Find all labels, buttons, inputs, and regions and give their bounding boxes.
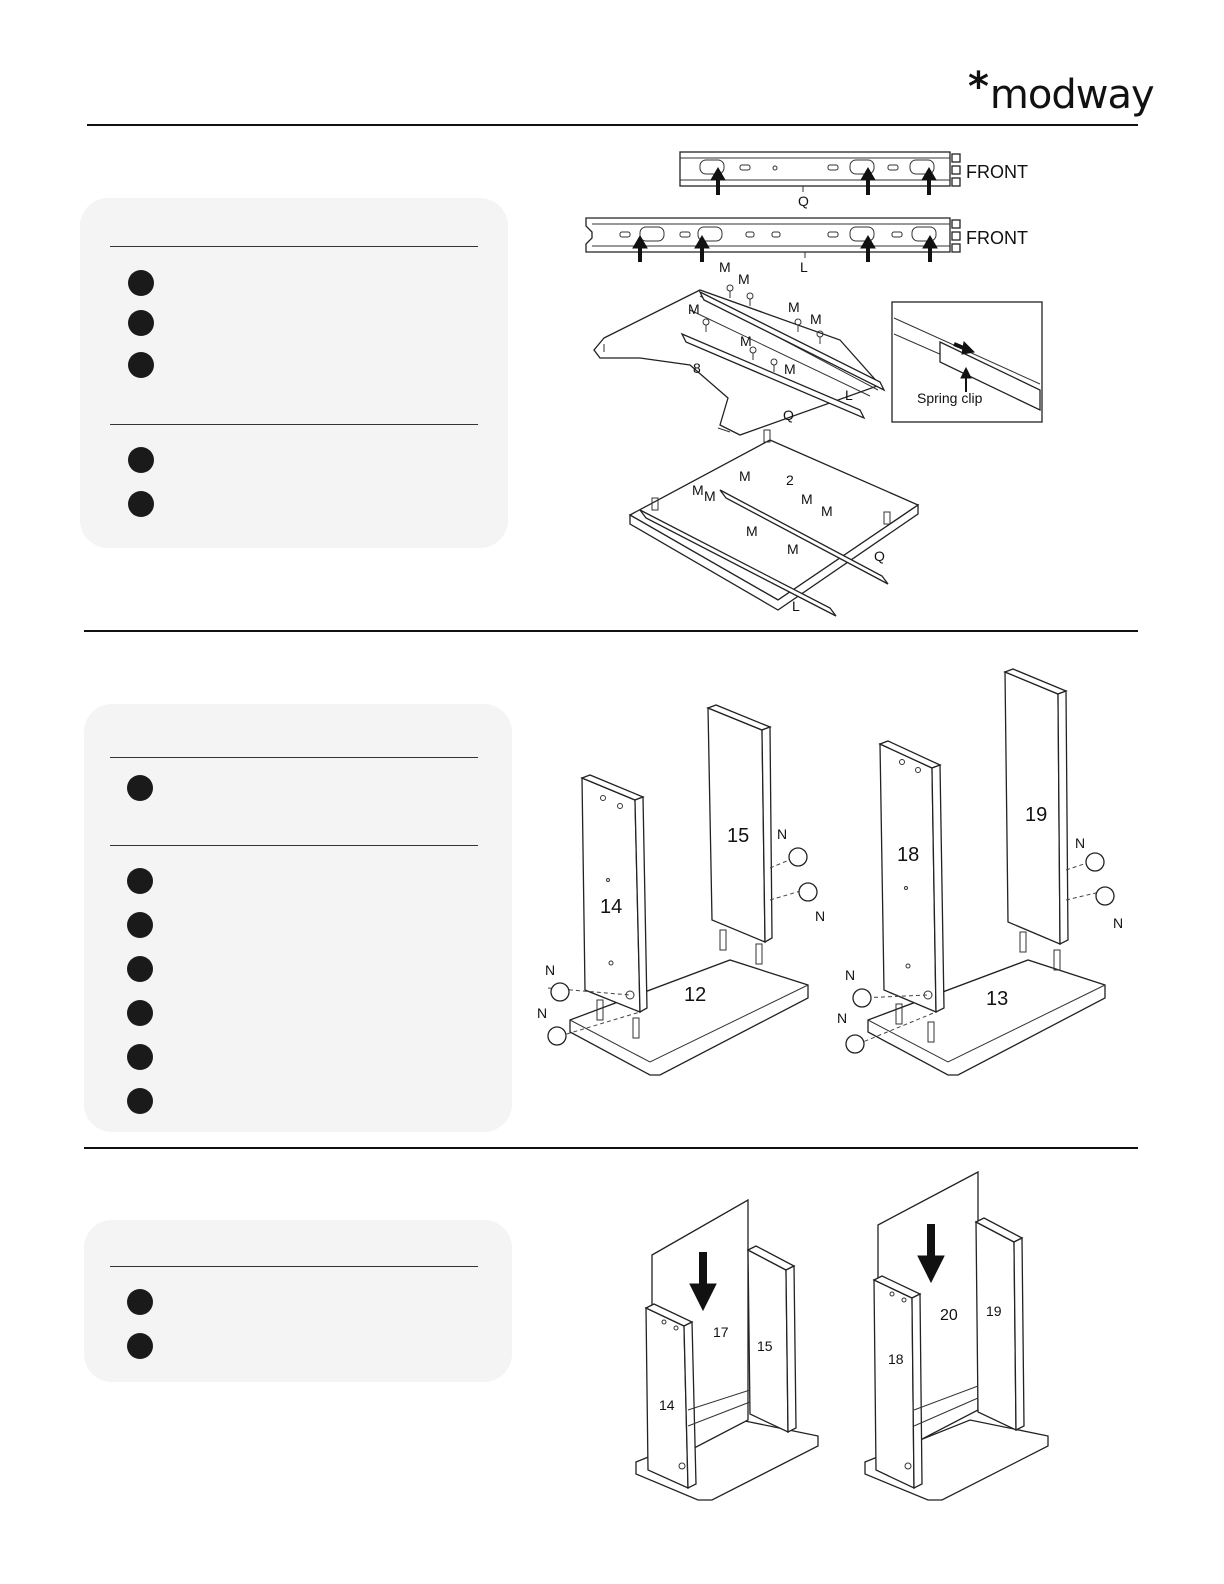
svg-text:N: N bbox=[545, 962, 556, 978]
panel2-l-label: L bbox=[792, 598, 800, 614]
part-15-label: 15 bbox=[727, 825, 750, 847]
svg-text:N: N bbox=[1075, 835, 1086, 851]
svg-text:N: N bbox=[815, 908, 826, 924]
svg-text:M: M bbox=[704, 488, 716, 504]
part-14-label: 14 bbox=[600, 896, 623, 918]
svg-text:M: M bbox=[739, 468, 751, 484]
svg-text:N: N bbox=[777, 826, 788, 842]
svg-text:N: N bbox=[537, 1005, 548, 1021]
svg-text:M: M bbox=[746, 523, 758, 539]
front-label-top: FRONT bbox=[966, 162, 1028, 182]
svg-text:M: M bbox=[740, 333, 752, 349]
part-13-label: 13 bbox=[986, 988, 1009, 1010]
logo-text: modway bbox=[989, 72, 1154, 118]
svg-text:M: M bbox=[738, 271, 750, 287]
front-label-bottom: FRONT bbox=[966, 228, 1028, 248]
svg-text:M: M bbox=[784, 361, 796, 377]
left-back-panel-assembly bbox=[636, 1200, 818, 1500]
svg-text:M: M bbox=[821, 503, 833, 519]
panel8-q-label: Q bbox=[783, 407, 794, 423]
part-17-label: 17 bbox=[713, 1324, 729, 1340]
screw-m-label: M bbox=[719, 259, 731, 275]
part-19-label-s3: 19 bbox=[986, 1303, 1002, 1319]
part-2-label: 2 bbox=[786, 472, 794, 488]
part-12-label: 12 bbox=[684, 984, 707, 1006]
spring-clip-label: Spring clip bbox=[917, 390, 983, 406]
panel8-l-label: L bbox=[845, 387, 853, 403]
part-15-label-s3: 15 bbox=[757, 1338, 773, 1354]
svg-text:M: M bbox=[801, 491, 813, 507]
right-back-panel-assembly bbox=[865, 1172, 1048, 1500]
asterisk-icon: * bbox=[968, 64, 988, 110]
svg-text:N: N bbox=[1113, 915, 1124, 931]
svg-text:N: N bbox=[837, 1010, 848, 1026]
part-18-label: 18 bbox=[897, 844, 920, 866]
panel2-q-label: Q bbox=[874, 548, 885, 564]
part-14-label-s3: 14 bbox=[659, 1397, 675, 1413]
svg-text:M: M bbox=[810, 311, 822, 327]
svg-text:M: M bbox=[688, 301, 700, 317]
svg-text:M: M bbox=[787, 541, 799, 557]
svg-text:M: M bbox=[692, 482, 704, 498]
rail-l-label: L bbox=[800, 259, 808, 275]
svg-text:N: N bbox=[845, 967, 856, 983]
rail-q-label: Q bbox=[798, 193, 809, 209]
part-18-label-s3: 18 bbox=[888, 1351, 904, 1367]
part-19-label: 19 bbox=[1025, 804, 1048, 826]
svg-text:M: M bbox=[788, 299, 800, 315]
part-20-label: 20 bbox=[940, 1307, 958, 1324]
part-8-label: 8 bbox=[693, 360, 701, 376]
